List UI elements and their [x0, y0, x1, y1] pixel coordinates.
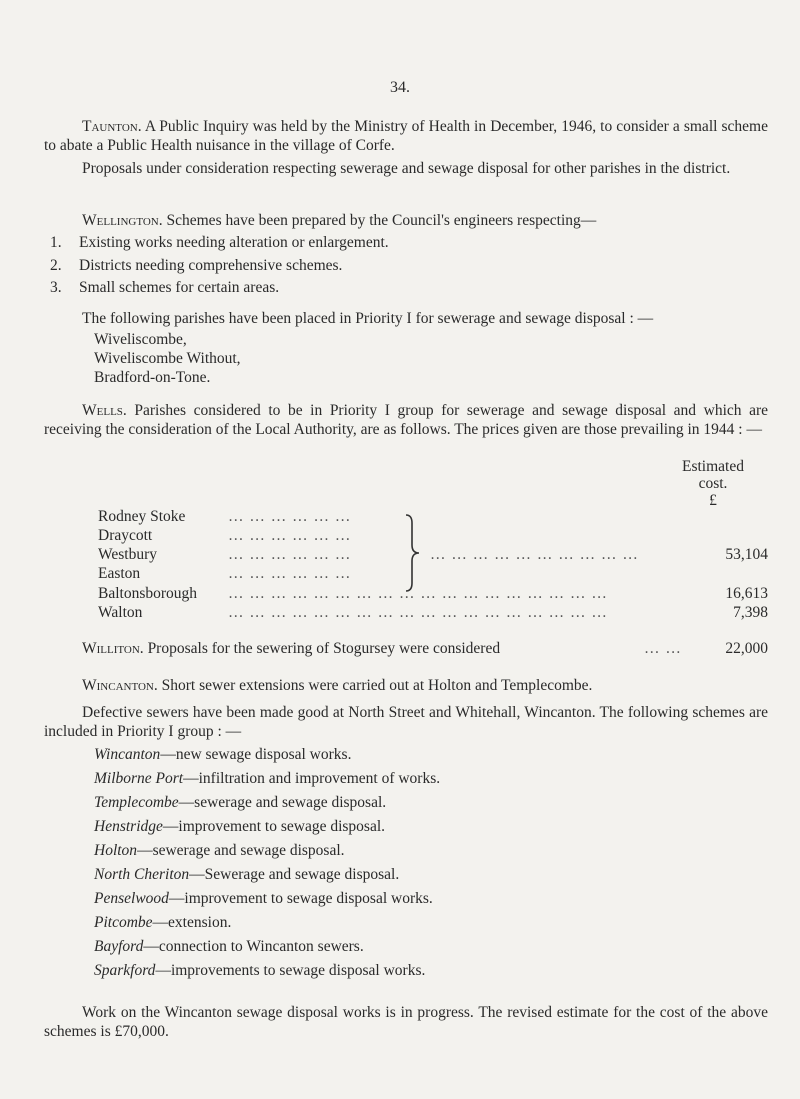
- scheme-place: Penselwood: [94, 890, 169, 907]
- cost-header-line: £: [709, 492, 717, 509]
- scheme-place: Sparkford: [94, 962, 156, 979]
- table-row: [98, 603, 768, 622]
- wincanton-text: Short sewer extensions were carried out at Holton and Templecombe.: [161, 677, 593, 694]
- table-row: [98, 507, 768, 526]
- scheme-place: Pitcombe: [94, 914, 153, 931]
- scheme-desc: —improvements to sewage disposal works.: [155, 962, 426, 979]
- leader-dots: … … … … … …: [228, 565, 352, 582]
- parish-item: Bradford-on-Tone.: [94, 369, 211, 386]
- item-text: Existing works needing alteration or enlargement.: [79, 234, 389, 251]
- scheme-place: Templecombe: [94, 794, 179, 811]
- scheme-item: [94, 913, 231, 932]
- item-text: Districts needing comprehensive schemes.: [79, 257, 343, 274]
- wellington-heading: Wellington.: [82, 212, 163, 229]
- williton-heading: Williton.: [82, 640, 144, 657]
- scheme-item: [94, 961, 425, 980]
- scheme-desc: —sewerage and sewage disposal.: [137, 842, 345, 859]
- scheme-item: [94, 745, 351, 764]
- table-row: [98, 526, 768, 545]
- scheme-desc: —Sewerage and sewage disposal.: [189, 866, 400, 883]
- table-row: [98, 564, 768, 583]
- brace-icon: [402, 513, 424, 593]
- cost-header-line: Estimated: [682, 458, 744, 475]
- wells-text: Parishes considered to be in Priority I group for sewerage and sewage disposal and which are receiving the consideration of the Local Authority, are as follows. The prices given are those prevailing in 1944 : —: [44, 402, 769, 438]
- parish-item: Wiveliscombe Without,: [94, 350, 241, 367]
- parish-name: Rodney Stoke: [98, 508, 186, 525]
- parish-name: Draycott: [98, 527, 153, 544]
- scheme-desc: —infiltration and improvement of works.: [183, 770, 441, 787]
- parish-name: Baltonsborough: [98, 585, 198, 602]
- scheme-item: [94, 865, 399, 884]
- wellington-paragraph: [44, 211, 768, 230]
- scheme-place: North Cheriton: [94, 866, 190, 883]
- item-text: Small schemes for certain areas.: [79, 279, 280, 296]
- wincanton-heading: Wincanton.: [82, 677, 158, 694]
- scheme-place: Holton: [94, 842, 138, 859]
- leader-dots: … … … … … … … … … … … … … … … … … …: [228, 604, 608, 621]
- item-number: 3.: [50, 279, 62, 296]
- scheme-item: [94, 769, 440, 788]
- taunton-heading: Taunton.: [82, 118, 142, 135]
- scheme-place: Bayford: [94, 938, 144, 955]
- wellington-item: [50, 256, 342, 275]
- wells-paragraph: [44, 401, 768, 439]
- scheme-place: Milborne Port: [94, 770, 184, 787]
- scheme-place: Wincanton: [94, 746, 161, 763]
- item-number: 2.: [50, 257, 62, 274]
- proposals-paragraph: Proposals under consideration respecting sewerage and sewage disposal for other parishes in the district.: [82, 160, 731, 177]
- williton-row: [82, 639, 768, 658]
- parish-item: Wiveliscombe,: [94, 331, 187, 348]
- scheme-item: [94, 937, 364, 956]
- williton-cost: 22,000: [725, 640, 768, 657]
- parish-cost: 16,613: [725, 585, 768, 602]
- williton-line: [82, 639, 500, 658]
- cost-header-line: cost.: [698, 475, 728, 492]
- scheme-place: Henstridge: [94, 818, 163, 835]
- scheme-item: [94, 841, 345, 860]
- wincanton-paragraph: [82, 676, 768, 695]
- wells-heading: Wells.: [82, 402, 127, 419]
- item-number: 1.: [50, 234, 62, 251]
- leader-dots: … … … … … … … … … … … … … … … … … …: [228, 585, 608, 602]
- leader-dots: … …: [644, 640, 682, 657]
- parish-name: Walton: [98, 604, 143, 621]
- table-row: [98, 584, 768, 603]
- scheme-item: [94, 817, 385, 836]
- scheme-desc: —improvement to sewage disposal.: [162, 818, 386, 835]
- defective-paragraph: Defective sewers have been made good at North Street and Whitehall, Wincanton. The following schemes are included in Priority I group : —: [44, 704, 768, 740]
- page-number: 34.: [390, 79, 410, 96]
- williton-text: Proposals for the sewering of Stogursey were considered: [147, 640, 501, 657]
- leader-dots: … … … … … …: [228, 527, 352, 544]
- leader-dots: … … … … … …: [228, 508, 352, 525]
- scheme-item: [94, 889, 433, 908]
- table-row: [98, 545, 768, 564]
- final-paragraph: Work on the Wincanton sewage disposal works is in progress. The revised estimate for the cost of the above schemes is £70,000.: [44, 1004, 768, 1040]
- scheme-desc: —extension.: [152, 914, 232, 931]
- group-cost: 53,104: [725, 546, 768, 563]
- parish-name: Westbury: [98, 546, 158, 563]
- wellington-text: Schemes have been prepared by the Council's engineers respecting—: [166, 212, 597, 229]
- parish-cost: 7,398: [733, 604, 768, 621]
- leader-dots: … … … … … … … … … …: [430, 546, 639, 563]
- cost-column-header: [658, 458, 768, 509]
- scheme-desc: —improvement to sewage disposal works.: [168, 890, 433, 907]
- taunton-paragraph: [44, 117, 768, 155]
- wellington-item: [50, 278, 279, 297]
- scheme-desc: —new sewage disposal works.: [160, 746, 352, 763]
- leader-dots: … … … … … …: [228, 546, 352, 563]
- taunton-text: A Public Inquiry was held by the Ministry of Health in December, 1946, to consider a small scheme to abate a Public Health nuisance in the village of Corfe.: [44, 118, 768, 154]
- scheme-desc: —connection to Wincanton sewers.: [143, 938, 364, 955]
- wellington-item: [50, 233, 389, 252]
- scheme-desc: —sewerage and sewage disposal.: [178, 794, 387, 811]
- scheme-item: [94, 793, 386, 812]
- priority-paragraph: The following parishes have been placed in Priority I for sewerage and sewage disposal : —: [82, 310, 654, 327]
- parish-name: Easton: [98, 565, 141, 582]
